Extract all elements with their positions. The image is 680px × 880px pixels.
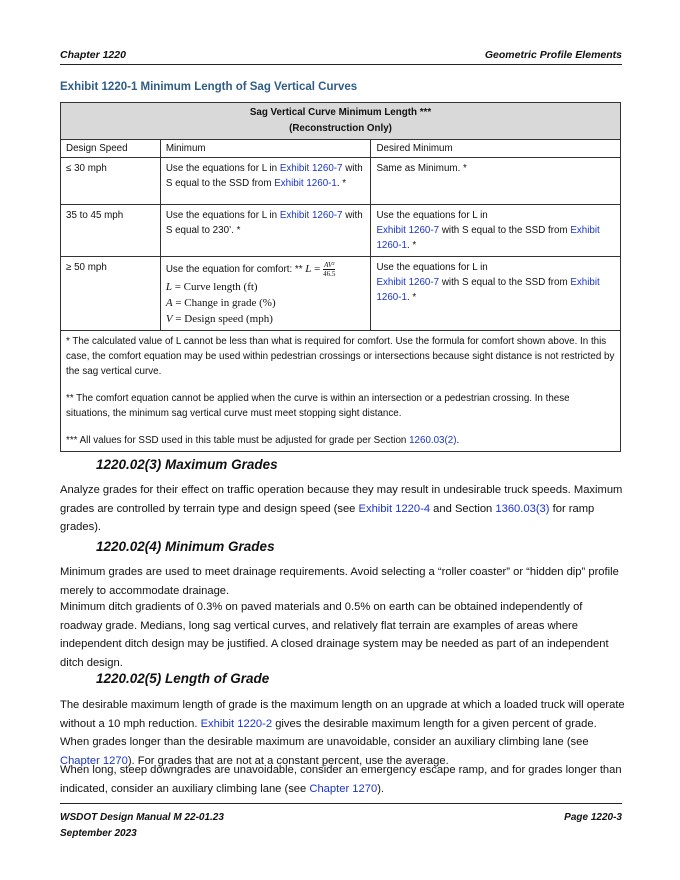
table-row [61, 205, 621, 257]
table-note: ** The comfort equation cannot be applied when the curve is within an intersection or a pedestrian crossing. In these situations, the minimum sag vertical curve must meet stopping sight distance. [66, 393, 570, 419]
exhibit-link[interactable]: Exhibit 1260-1 [376, 225, 600, 251]
design-speed-cell: ≤ 30 mph [61, 158, 161, 205]
min-grades-paragraph-1: Minimum grades are used to meet drainage requirements. Avoid selecting a “roller coaster” or “hidden dip” profile merely to accommodate drainage. [60, 566, 619, 597]
max-grades-paragraph: Analyze grades for their effect on traffic operation because they may result in undesirable truck speeds. Maximum grades are controlled by terrain type and design speed (see Exhibit 1220-4 and Section 1360.03(3) for ramp grades). [60, 484, 623, 533]
chapter-link[interactable]: Chapter 1270 [309, 782, 378, 795]
exhibit-link[interactable]: Exhibit 1260-1 [274, 178, 337, 189]
minimum-cell [160, 257, 371, 331]
table-note: *** All values for SSD used in this table must be adjusted for grade per Section 1260.03(2). [66, 435, 460, 446]
sag-curve-table [60, 102, 621, 452]
formula-denominator: 46.5 [323, 269, 336, 278]
cell-text: Use the equations for L in [165, 210, 280, 221]
cell-text: . * [406, 240, 417, 251]
date-label: September 2023 [60, 828, 137, 839]
formula-fraction [323, 261, 335, 278]
exhibit-title: Exhibit 1220-1 Minimum Length of Sag Vertical Curves [60, 81, 358, 93]
cell-text: . * [406, 292, 417, 303]
min-grades-paragraph-2: Minimum ditch gradients of 0.3% on paved materials and 0.5% on earth can be obtained independently of roadway grade. Medians, long sag vertical curves, and relatively flat terrain are examples of areas where independent ditch design may be justified. A closed drainage system may be needed as part of an independent ditch design. [60, 601, 609, 669]
exhibit-link[interactable]: Exhibit 1220-4 [358, 502, 431, 515]
section-heading-min-grades: 1220.02(4) Minimum Grades [96, 539, 275, 554]
chapter-label: Chapter 1220 [60, 49, 126, 61]
design-speed-cell: 35 to 45 mph [61, 205, 161, 257]
minimum-cell [160, 205, 371, 257]
length-paragraph-1: The desirable maximum length of grade is the maximum length on an upgrade at which a loaded truck will operate without a 10 mph reduction. Exhibit 1220-2 gives the desirable maximum length for a given percent of grade. When grades longer than the desirable maximum are unavoidable, consider an auxiliary climbing lane (see Chapter 1270). For grades that are not at a constant percent, use the average. [60, 699, 625, 767]
page-footer [60, 803, 622, 844]
definition-v: V = Design speed (mph) [165, 313, 273, 325]
formula-numerator: AV² [324, 260, 335, 269]
table-caption [61, 103, 621, 140]
section-heading-max-grades: 1220.02(3) Maximum Grades [96, 457, 278, 472]
exhibit-link[interactable]: Exhibit 1260-1 [376, 277, 600, 303]
cell-text: Use the equations for L in [376, 262, 488, 273]
exhibit-link[interactable]: Exhibit 1260-7 [279, 163, 343, 174]
topic-label: Geometric Profile Elements [484, 49, 622, 61]
desired-minimum-cell [371, 257, 621, 331]
table-note: * The calculated value of L cannot be less than what is required for comfort. Use the formula for comfort shown above. In this case, the comfort equation may be used within pedestrian crossings or intersections because sight distance is not restricted by the sag vertical curve. [66, 336, 615, 377]
section-link[interactable]: 1360.03(3) [495, 502, 550, 515]
table-notes-row [61, 331, 621, 452]
length-paragraph-2: When long, steep downgrades are unavoidable, consider an emergency escape ramp, and for grades longer than indicated, consider an auxiliary climbing lane (see Chapter 1270). [60, 764, 622, 795]
cell-text: with S equal to the SSD from [439, 225, 571, 236]
section-link[interactable]: 1260.03(2) [409, 435, 457, 446]
definition-a: A = Change in grade (%) [165, 297, 276, 309]
cell-text: . * [336, 178, 347, 189]
cell-text: with S equal to 230’. * [165, 210, 363, 236]
page-number: Page 1220-3 [564, 812, 622, 823]
exhibit-link[interactable]: Exhibit 1220-2 [200, 717, 273, 730]
definition-l: L = Curve length (ft) [165, 281, 258, 293]
manual-label: WSDOT Design Manual M 22-01.23 [60, 812, 224, 823]
table-caption-line2: (Reconstruction Only) [289, 123, 392, 134]
table-row [61, 158, 621, 205]
section-heading-length-of-grade: 1220.02(5) Length of Grade [96, 671, 270, 686]
cell-text: with S equal to the SSD from [165, 163, 363, 189]
table-caption-row [61, 103, 621, 140]
exhibit-link[interactable]: Exhibit 1260-7 [376, 277, 440, 288]
desired-minimum-cell: Same as Minimum. * [371, 158, 621, 205]
page-header [60, 49, 622, 65]
cell-text: Use the equations for L in [376, 210, 488, 221]
exhibit-link[interactable]: Exhibit 1260-7 [376, 225, 440, 236]
table-caption-line1: Sag Vertical Curve Minimum Length *** [249, 107, 432, 118]
table-row [61, 257, 621, 331]
cell-text: Use the equation for comfort: ** [165, 264, 306, 275]
chapter-link[interactable]: Chapter 1270 [60, 754, 128, 767]
cell-text: Use the equations for L in [165, 163, 280, 174]
table-header-row [61, 140, 621, 158]
column-header: Desired Minimum [371, 140, 621, 158]
cell-text: with S equal to the SSD from [439, 277, 571, 288]
column-header: Minimum [160, 140, 371, 158]
desired-minimum-cell [371, 205, 621, 257]
column-header: Design Speed [61, 140, 161, 158]
comfort-equation: Use the equation for comfort: ** L = $\frac{\text{AV²}}{46.5}$ [165, 260, 336, 278]
design-speed-cell: ≥ 50 mph [61, 257, 161, 331]
exhibit-link[interactable]: Exhibit 1260-7 [279, 210, 343, 221]
minimum-cell [160, 158, 371, 205]
table-notes [61, 331, 621, 452]
formula-lhs: L [305, 263, 312, 275]
